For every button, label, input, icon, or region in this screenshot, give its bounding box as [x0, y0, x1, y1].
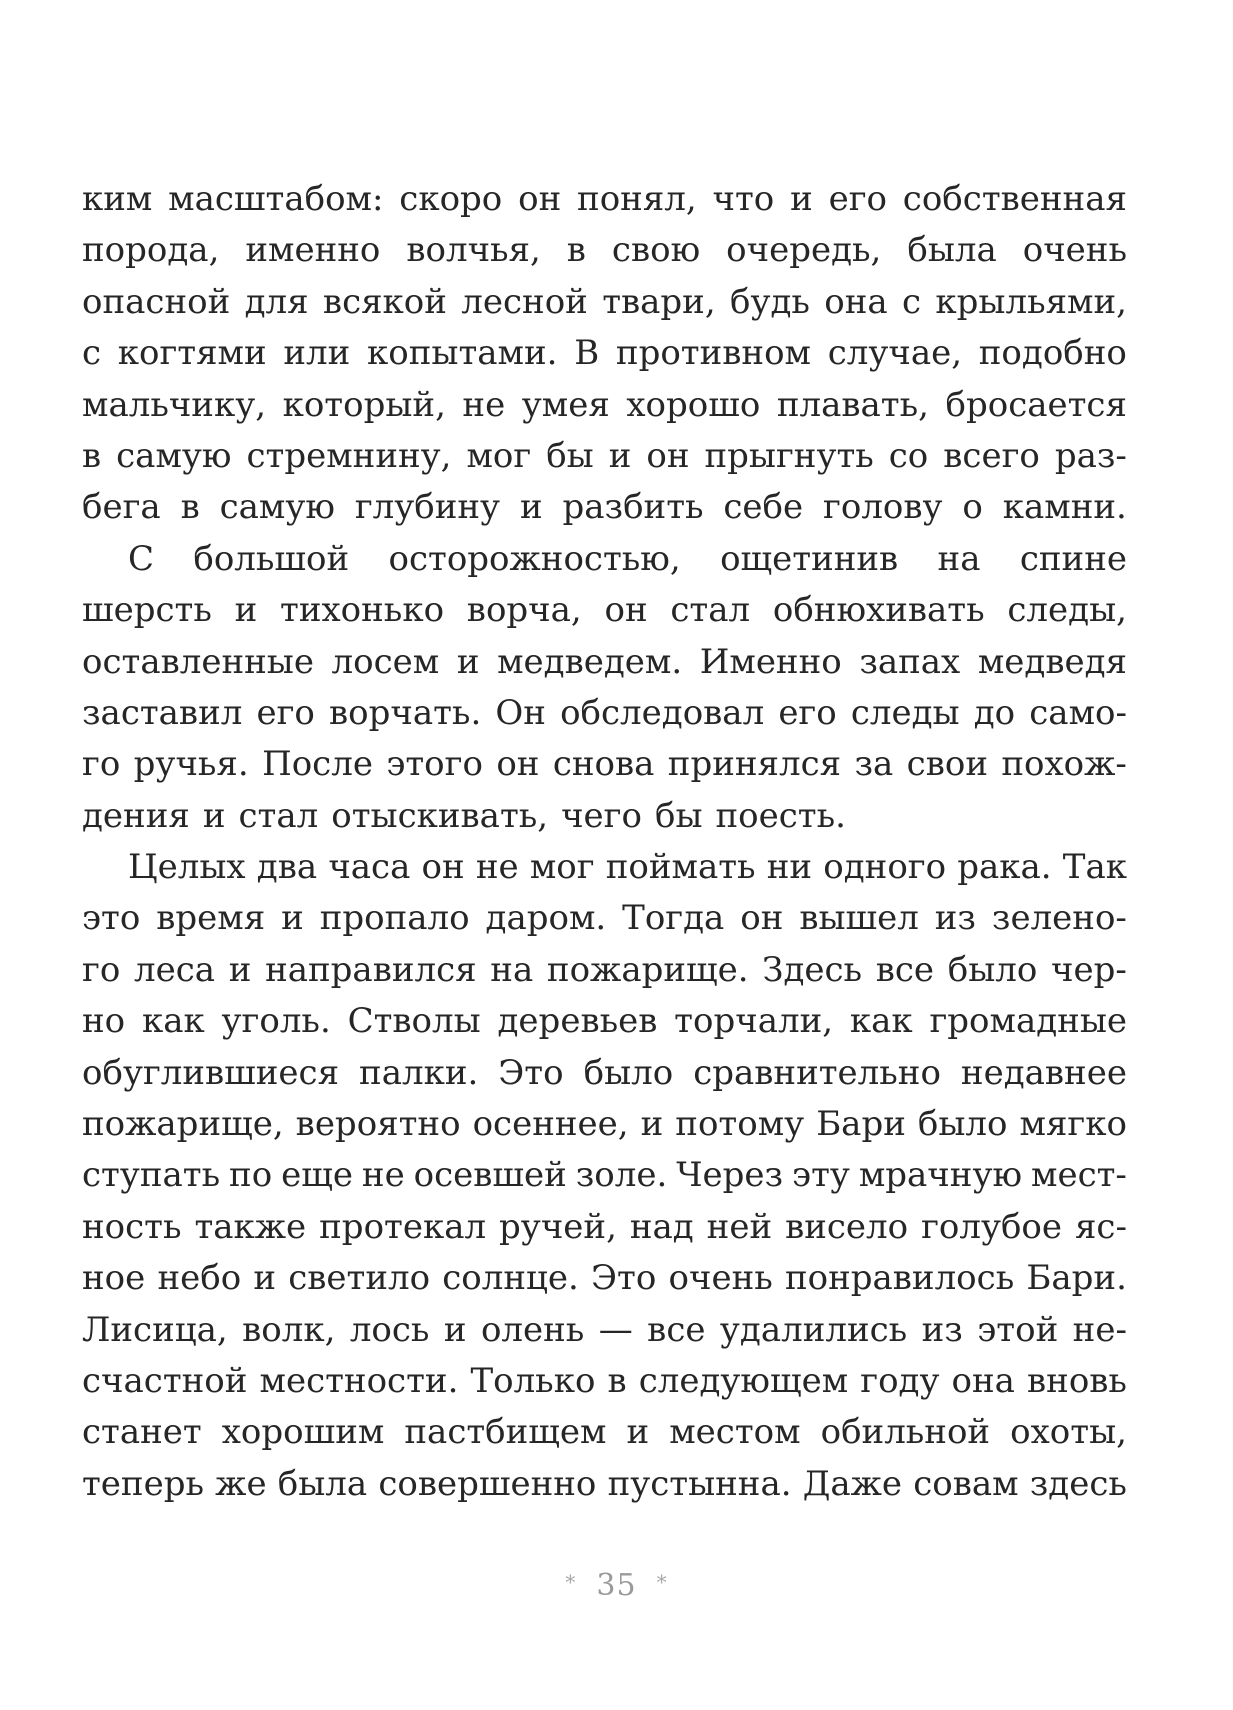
- text-line: ное небо и светило солнце. Это очень понравилось Бари.: [82, 1258, 1127, 1299]
- text-line: ность также протекал ручей, над ней висело голубое яс-: [82, 1206, 1127, 1247]
- text-line: Лисица, волк, лось и олень — все удалились из этой не-: [82, 1309, 1127, 1350]
- text-line: счастной местности. Только в следующем году она вновь: [82, 1360, 1127, 1401]
- text-line: но как уголь. Стволы деревьев торчали, как громадные: [82, 1001, 1127, 1042]
- paragraph-first-line: С большой осторожностью, ощетинив на спине: [128, 538, 1127, 579]
- text-line: в самую стремнину, мог бы и он прыгнуть со всего раз-: [82, 435, 1127, 476]
- text-line: обуглившиеся палки. Это было сравнительно недавнее: [82, 1052, 1127, 1093]
- text-line: ким масштабом: скоро он понял, что и его собственная: [82, 179, 1127, 219]
- text-line: го леса и направился на пожарище. Здесь все было чер-: [82, 949, 1127, 990]
- text-line: ступать по еще не осевшей золе. Через эту мрачную мест-: [82, 1155, 1127, 1196]
- text-line: мальчику, который, не умея хорошо плавать, бросается: [82, 384, 1127, 425]
- text-line: дения и стал отыскивать, чего бы поесть.: [82, 795, 846, 836]
- text-line: станет хорошим пастбищем и местом обильной охоты,: [82, 1412, 1127, 1453]
- text-line: порода, именно волчья, в свою очередь, была очень: [82, 230, 1127, 271]
- text-line: шерсть и тихонько ворча, он стал обнюхивать следы,: [82, 590, 1127, 631]
- text-line: заставил его ворчать. Он обследовал его следы до само-: [82, 692, 1127, 733]
- text-line: пожарище, вероятно осеннее, и потому Бари было мягко: [82, 1104, 1127, 1145]
- text-line: го ручья. После этого он снова принялся за свои похож-: [82, 744, 1127, 785]
- page-number: 35: [596, 1568, 637, 1603]
- star-ornament-icon: *: [656, 1570, 668, 1594]
- page-number-footer: [0, 1568, 1233, 1603]
- text-line: опасной для всякой лесной твари, будь она с крыльями,: [82, 281, 1127, 322]
- text-line: это время и пропало даром. Тогда он вышел из зелено-: [82, 898, 1127, 939]
- text-line: бега в самую глубину и разбить себе голову о камни.: [82, 487, 1127, 528]
- body-text: [82, 174, 1127, 1510]
- paragraph-first-line: Целых два часа он не мог поймать ни одного рака. Так: [128, 847, 1127, 888]
- text-line: оставленные лосем и медведем. Именно запах медведя: [82, 641, 1127, 682]
- text-line: с когтями или копытами. В противном случае, подобно: [82, 333, 1127, 374]
- text-line: теперь же была совершенно пустынна. Даже совам здесь: [82, 1463, 1127, 1504]
- star-ornament-icon: *: [565, 1570, 577, 1594]
